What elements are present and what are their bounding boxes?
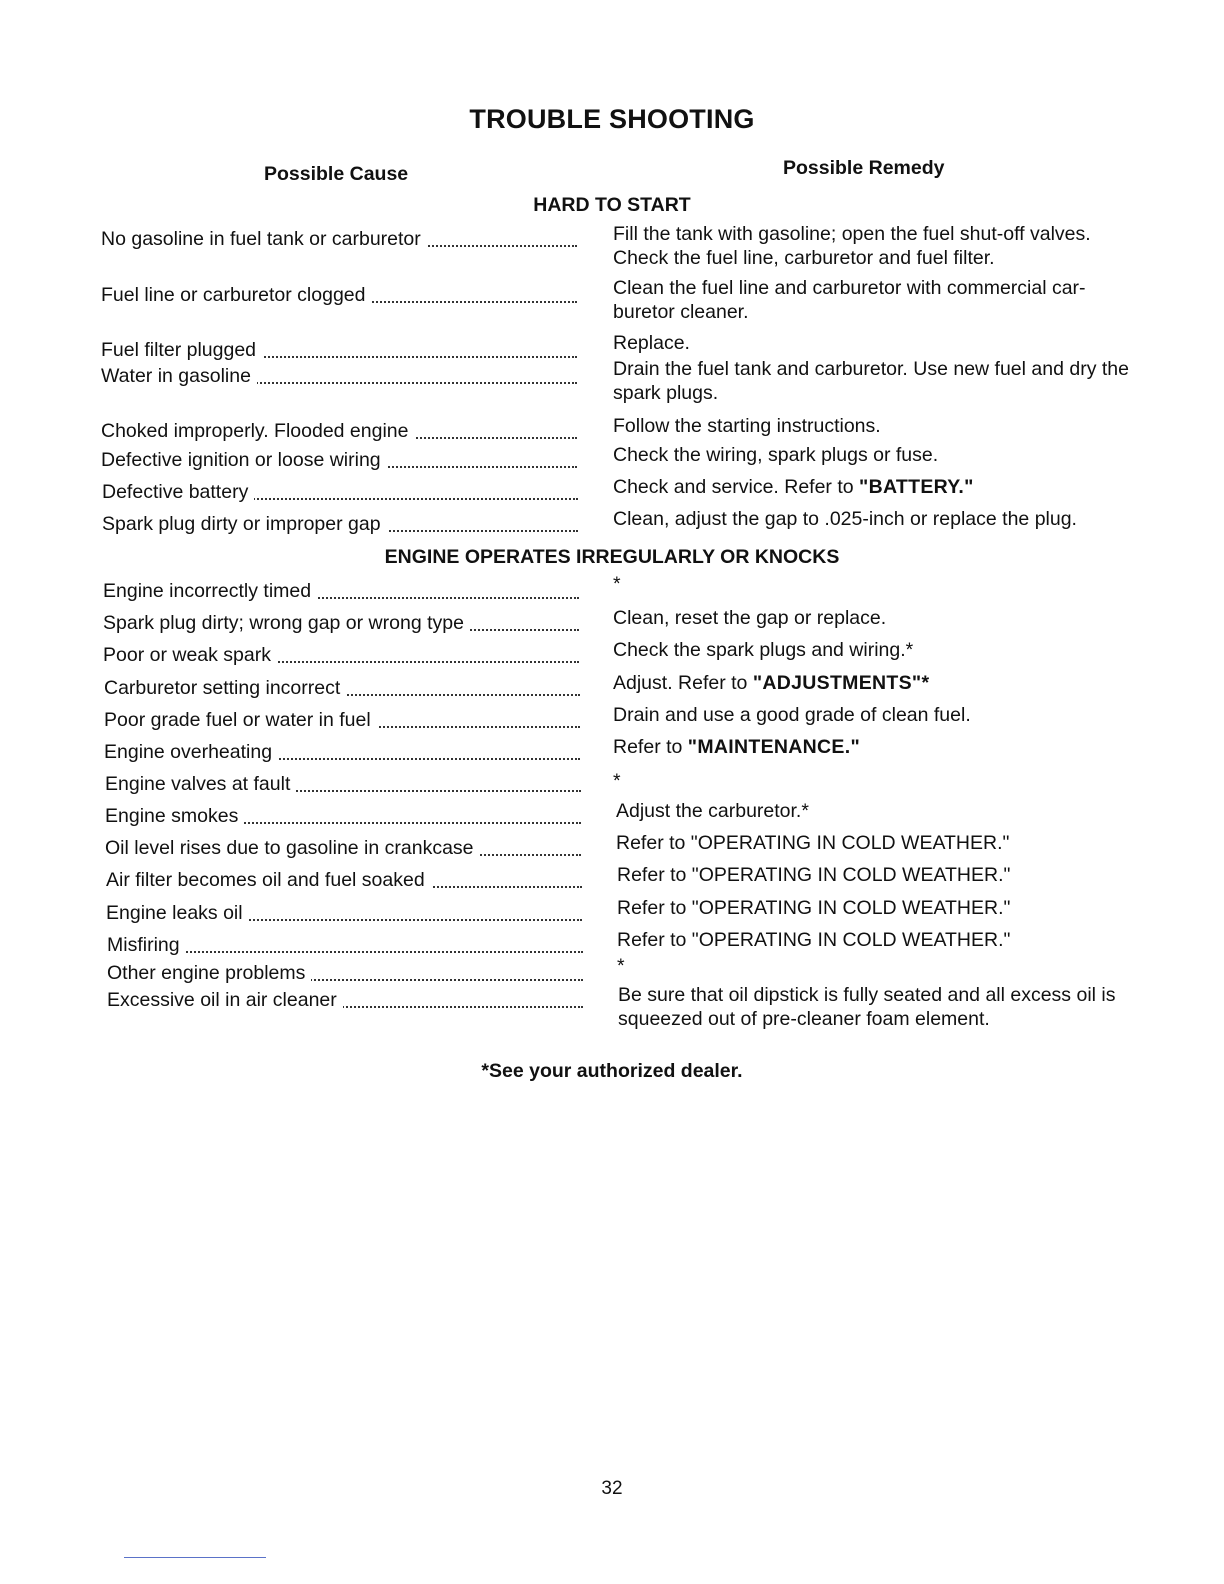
remedy-cell: Replace. bbox=[613, 332, 690, 354]
cause-text: Engine leaks oil bbox=[106, 902, 249, 924]
cause-text: Poor grade fuel or water in fuel bbox=[104, 709, 377, 731]
column-header-cause: Possible Cause bbox=[264, 163, 409, 185]
cause-text: Fuel line or carburetor clogged bbox=[101, 284, 371, 306]
cause-text: Choked improperly. Flooded engine bbox=[101, 420, 415, 442]
cause-cell bbox=[103, 578, 579, 604]
cause-text: Other engine problems bbox=[107, 962, 311, 984]
remedy-cell: Be sure that oil dipstick is fully seated and all excess oil is squeezed out of pre-cleaner foam element. bbox=[618, 984, 1116, 1030]
cause-cell bbox=[101, 363, 577, 389]
cause-cell bbox=[103, 610, 579, 636]
cause-cell bbox=[105, 835, 581, 861]
cause-text: Excessive oil in air cleaner bbox=[107, 989, 343, 1011]
remedy-cell bbox=[613, 735, 1133, 759]
remedy-cell: Refer to "OPERATING IN COLD WEATHER." bbox=[617, 929, 1011, 951]
cause-cell bbox=[106, 900, 582, 926]
remedy-cell: Clean, reset the gap or replace. bbox=[613, 607, 887, 629]
remedy-cell: * bbox=[613, 573, 621, 595]
cause-cell bbox=[102, 479, 578, 505]
cause-cell bbox=[101, 282, 577, 308]
remedy-text: Refer to bbox=[613, 736, 688, 758]
remedy-reference: "MAINTENANCE." bbox=[687, 736, 860, 758]
remedy-text: Adjust. Refer to bbox=[613, 672, 753, 694]
section-heading-engine-operates-irregularly: ENGINE OPERATES IRREGULARLY OR KNOCKS bbox=[384, 546, 840, 568]
cause-cell bbox=[103, 642, 579, 668]
cause-cell bbox=[104, 675, 580, 701]
remedy-cell: Refer to "OPERATING IN COLD WEATHER." bbox=[616, 832, 1010, 854]
cause-text: Water in gasoline bbox=[101, 365, 257, 387]
cause-cell bbox=[101, 226, 577, 252]
cause-text: Oil level rises due to gasoline in crankcase bbox=[105, 837, 480, 859]
remedy-cell: Clean the fuel line and carburetor with commercial car-buretor cleaner. bbox=[613, 277, 1086, 323]
remedy-cell: * bbox=[613, 770, 621, 792]
cause-text: Spark plug dirty or improper gap bbox=[102, 513, 387, 535]
section-heading-hard-to-start: HARD TO START bbox=[533, 194, 691, 216]
remedy-cell: Check the wiring, spark plugs or fuse. bbox=[613, 444, 939, 466]
cause-cell bbox=[101, 337, 577, 363]
remedy-cell: Adjust the carburetor.* bbox=[616, 800, 809, 822]
cause-text: Defective battery bbox=[102, 481, 254, 503]
cause-text: Engine smokes bbox=[105, 805, 244, 827]
cause-text: Defective ignition or loose wiring bbox=[101, 449, 387, 471]
page-title: TROUBLE SHOOTING bbox=[469, 104, 755, 134]
remedy-reference: "BATTERY." bbox=[859, 476, 974, 498]
cause-text: Engine valves at fault bbox=[105, 773, 296, 795]
cause-text: Engine incorrectly timed bbox=[103, 580, 317, 602]
cause-text: Poor or weak spark bbox=[103, 644, 277, 666]
column-header-remedy: Possible Remedy bbox=[783, 157, 945, 179]
cause-cell bbox=[101, 418, 577, 444]
remedy-cell: Drain the fuel tank and carburetor. Use new fuel and dry the spark plugs. bbox=[613, 358, 1129, 404]
cause-cell bbox=[104, 739, 580, 765]
cause-cell bbox=[107, 987, 583, 1013]
remedy-cell: Drain and use a good grade of clean fuel. bbox=[613, 704, 971, 726]
cause-text: Spark plug dirty; wrong gap or wrong type bbox=[103, 612, 470, 634]
cause-cell bbox=[107, 932, 583, 958]
cause-cell bbox=[104, 707, 580, 733]
remedy-cell: * bbox=[617, 955, 625, 977]
footnote-dealer: *See your authorized dealer. bbox=[481, 1060, 743, 1082]
cause-text: Air filter becomes oil and fuel soaked bbox=[106, 869, 431, 891]
remedy-cell: Fill the tank with gasoline; open the fuel shut-off valves. Check the fuel line, carburetor and fuel filter. bbox=[613, 223, 1091, 269]
cause-text: No gasoline in fuel tank or carburetor bbox=[101, 228, 427, 250]
cause-text: Misfiring bbox=[107, 934, 186, 956]
remedy-cell: Follow the starting instructions. bbox=[613, 415, 881, 437]
remedy-reference: "ADJUSTMENTS"* bbox=[752, 672, 930, 694]
remedy-cell: Refer to "OPERATING IN COLD WEATHER." bbox=[617, 864, 1011, 886]
remedy-cell: Refer to "OPERATING IN COLD WEATHER." bbox=[617, 897, 1011, 919]
cause-cell bbox=[106, 867, 582, 893]
remedy-cell bbox=[613, 671, 1133, 695]
cause-cell bbox=[101, 447, 577, 473]
cause-cell bbox=[107, 960, 583, 986]
remedy-cell: Clean, adjust the gap to .025-inch or replace the plug. bbox=[613, 508, 1077, 530]
page-number: 32 bbox=[601, 1478, 623, 1499]
margin-rule bbox=[124, 1557, 266, 1558]
cause-text: Fuel filter plugged bbox=[101, 339, 262, 361]
cause-cell bbox=[102, 511, 578, 537]
cause-cell bbox=[105, 771, 581, 797]
remedy-cell bbox=[613, 475, 1133, 499]
cause-text: Carburetor setting incorrect bbox=[104, 677, 346, 699]
remedy-cell: Check the spark plugs and wiring.* bbox=[613, 639, 914, 661]
cause-text: Engine overheating bbox=[104, 741, 278, 763]
cause-cell bbox=[105, 803, 581, 829]
remedy-text: Check and service. Refer to bbox=[613, 476, 860, 498]
